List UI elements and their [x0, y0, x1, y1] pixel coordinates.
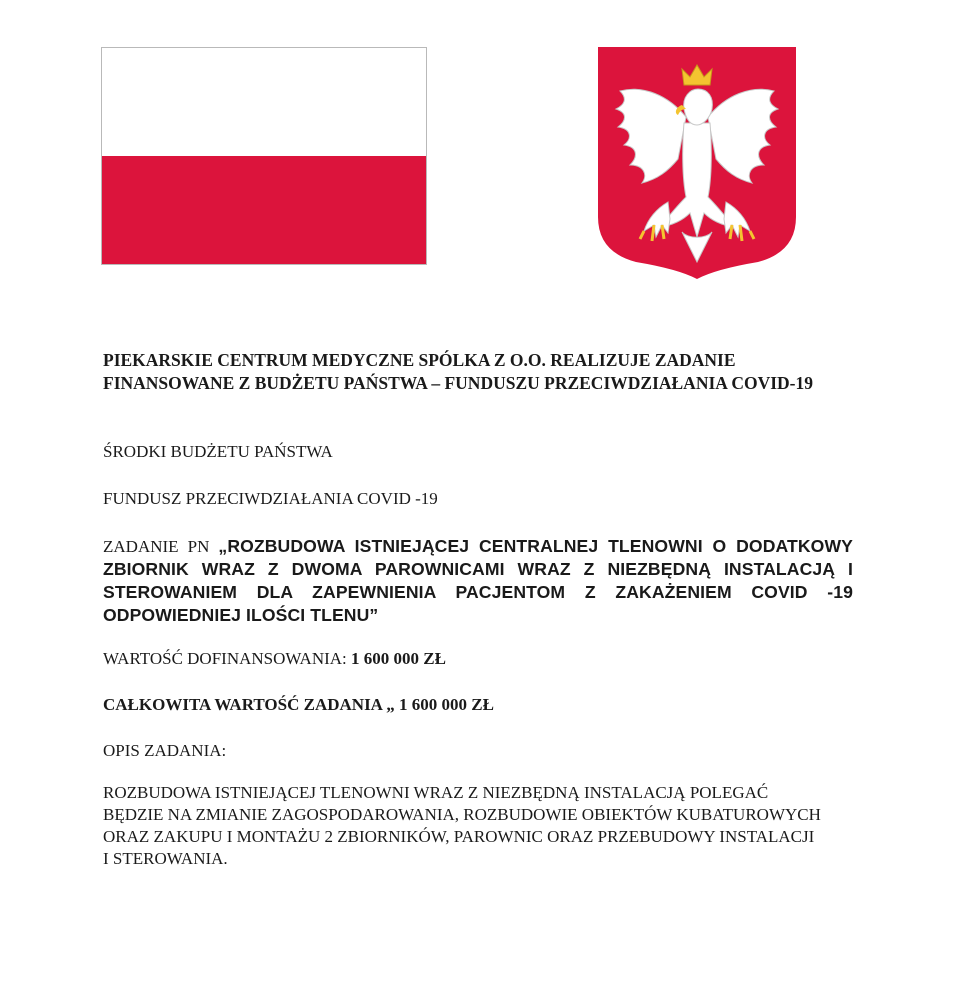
task-prefix: ZADANIE PN: [103, 537, 219, 556]
description-text: ROZBUDOWA ISTNIEJĄCEJ TLENOWNI WRAZ Z NIEZBĘDNĄ INSTALACJĄ POLEGAĆ BĘDZIE NA ZMIANIE ZAGOSPODAROWANIA, ROZBUDOWIE OBIEKTÓW KUBATUROWYCH ORAZ ZAKUPU I MONTAŻU 2 ZBIORNIKÓW, PAROWNIC ORAZ PRZEBUDOWY INSTALACJI I STEROWANIA.: [103, 783, 821, 868]
funding-source-covid-fund: FUNDUSZ PRZECIWDZIAŁANIA COVID -19: [103, 489, 438, 508]
polish-eagle-emblem-icon: [598, 47, 796, 279]
funding-label: WARTOŚĆ DOFINANSOWANIA:: [103, 649, 352, 668]
task-name: „ROZBUDOWA ISTNIEJĄCEJ CENTRALNEJ TLENOWNI O DODATKOWY ZBIORNIK WRAZ Z DWOMA PAROWNICAMI WRAZ Z NIEZBĘDNĄ INSTALACJĄ I STEROWANIEM DLA ZAPEWNIENIA PACJENTOM Z ZAKAŻENIEM COVID -19 ODPOWIEDNIEJ ILOŚCI TLENU”: [103, 536, 853, 625]
funding-source-state-budget: ŚRODKI BUDŻETU PAŃSTWA: [103, 442, 333, 461]
document-title: PIEKARSKIE CENTRUM MEDYCZNE SPÓLKA Z O.O. REALIZUJE ZADANIE FINANSOWANE Z BUDŻETU PAŃSTWA – FUNDUSZU PRZECIWDZIAŁANIA COVID-19: [103, 350, 813, 393]
total-value: CAŁKOWITA WARTOŚĆ ZADANIA „ 1 600 000 ZŁ: [103, 695, 494, 714]
funding-value: 1 600 000 ZŁ: [351, 649, 446, 668]
flag-red-stripe: [102, 156, 426, 264]
description-label: OPIS ZADANIA:: [103, 741, 227, 760]
flag-white-stripe: [102, 48, 426, 156]
funding-amount-line: [103, 648, 853, 670]
polish-flag-icon: [101, 47, 427, 265]
task-paragraph: [103, 535, 853, 627]
